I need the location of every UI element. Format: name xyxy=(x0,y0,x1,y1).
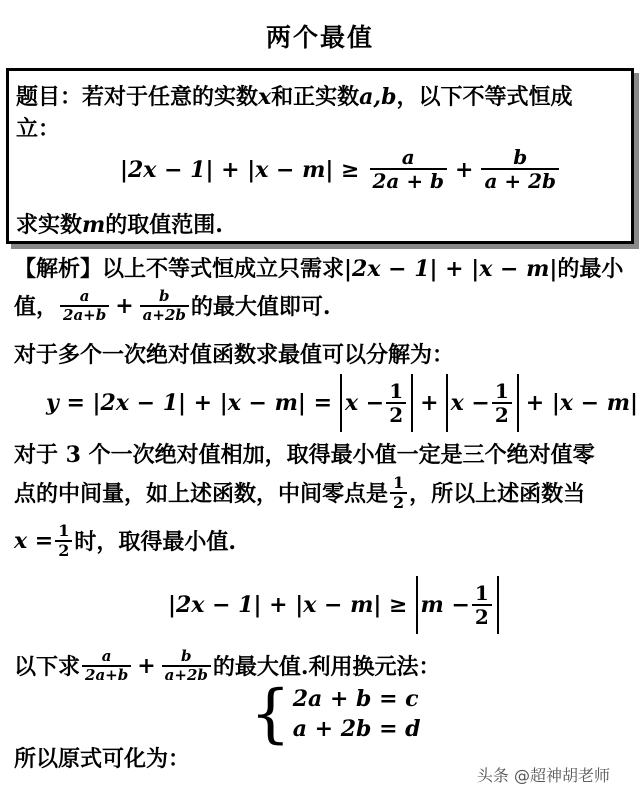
frac-num: b xyxy=(159,287,170,305)
analysis-text: 的最大值.利用换元法： xyxy=(212,654,441,681)
abs-bar xyxy=(446,374,448,432)
analysis-expr: x = xyxy=(14,527,54,554)
analysis-expr: |2x − 1| + |x − m| xyxy=(344,256,558,282)
frac-den: 2a + b xyxy=(370,168,448,193)
frac-den: 2a+b xyxy=(60,305,109,324)
ineq-left: |2x − 1| + |x − m| ≥ xyxy=(120,156,360,183)
analysis-line-2 xyxy=(14,288,331,324)
eq-tail: + |x − m| xyxy=(525,390,638,416)
plus-sign: + xyxy=(115,292,134,319)
frac-num: 1 xyxy=(389,378,404,403)
frac-num: b xyxy=(513,145,528,169)
frac-den: 2 xyxy=(386,402,406,427)
watermark: 头条 @超神胡老师 xyxy=(476,766,610,785)
problem-line-1 xyxy=(16,80,572,111)
frac-den: 2 xyxy=(55,540,72,560)
fraction-b xyxy=(481,146,559,193)
eq-left: y = |2x − 1| + |x − m| = xyxy=(46,390,333,416)
small-fraction-a xyxy=(60,288,109,324)
frac-num: a xyxy=(79,287,90,305)
substitution-system xyxy=(250,677,421,751)
frac-num: 1 xyxy=(58,521,70,540)
ask-post: 的取值范围. xyxy=(105,212,223,238)
frac-den: a + 2b xyxy=(481,168,559,193)
frac-den: 2 xyxy=(390,492,407,512)
problem-text-3: ，以下不等式恒成 xyxy=(396,84,573,110)
analysis-text: ，所以上述函数当 xyxy=(409,481,586,508)
analysis-line-3: 对于多个一次绝对值函数求最值可以分解为： xyxy=(14,342,455,368)
frac-num: a xyxy=(101,647,112,665)
analysis-text: 的最大值即可. xyxy=(190,294,331,321)
frac-num: b xyxy=(181,647,192,665)
fraction-a xyxy=(370,146,448,193)
min-inequality xyxy=(168,574,502,636)
frac-den: 2 xyxy=(492,402,512,427)
frac-num: 1 xyxy=(474,580,489,605)
half-fraction xyxy=(386,380,406,427)
left-brace: { xyxy=(250,677,291,751)
abs-bar xyxy=(340,374,342,432)
page-title: 两个最值 xyxy=(265,23,374,52)
small-fraction-a xyxy=(82,648,131,684)
problem-text-2: 和正实数 xyxy=(271,84,360,110)
eq-term: x − xyxy=(345,390,385,416)
analysis-line-8: 所以原式可化为： xyxy=(14,746,191,772)
problem-line-2: 立： xyxy=(16,116,61,142)
frac-num: 1 xyxy=(494,378,509,403)
var-x: x xyxy=(258,84,272,110)
frac-num: a xyxy=(401,145,415,169)
system-eq-1: 2a + b = c xyxy=(292,686,419,712)
analysis-text: 时，取得最小值. xyxy=(74,529,237,556)
abs-bar xyxy=(416,576,418,634)
problem-text: 若对于任意的实数 xyxy=(82,84,259,110)
analysis-line-6 xyxy=(14,522,236,560)
analysis-text: 值， xyxy=(14,294,59,321)
frac-den: a+2b xyxy=(140,305,189,324)
analysis-line-1 xyxy=(14,252,623,283)
problem-label: 题目： xyxy=(16,84,83,110)
analysis-line-5 xyxy=(14,474,585,512)
frac-den: 2a+b xyxy=(82,665,131,684)
vars-ab: a,b xyxy=(359,84,397,110)
half-fraction-inline xyxy=(55,522,72,560)
frac-num: 1 xyxy=(393,473,405,492)
ask-pre: 求实数 xyxy=(16,212,83,238)
analysis-line-4: 对于 3 个一次绝对值相加，取得最小值一定是三个绝对值零 xyxy=(14,442,595,468)
analysis-text: 的最小 xyxy=(557,256,624,282)
small-fraction-b xyxy=(140,288,189,324)
small-fraction-b xyxy=(162,648,211,684)
frac-den: 2 xyxy=(472,604,492,629)
eq-term: m − xyxy=(420,592,470,618)
plus-sign: + xyxy=(137,652,156,679)
analysis-text: 【解析】以上不等式恒成立只需求 xyxy=(14,256,345,282)
plus-sign: + xyxy=(455,156,474,183)
system-eq-2: a + 2b = d xyxy=(292,716,421,742)
problem-inequality xyxy=(120,146,561,193)
abs-bar xyxy=(497,576,499,634)
analysis-text: 以下求 xyxy=(14,654,81,681)
plus-sign: + xyxy=(420,390,439,416)
ineq-left: |2x − 1| + |x − m| ≥ xyxy=(168,592,408,618)
decomposition-equation xyxy=(46,372,638,434)
problem-ask xyxy=(16,208,223,239)
analysis-line-7 xyxy=(14,648,441,684)
eq-term: x − xyxy=(450,390,490,416)
abs-bar xyxy=(411,374,413,432)
analysis-text: 点的中间量，如上述函数，中间零点是 xyxy=(14,481,389,508)
half-fraction-inline xyxy=(390,474,407,512)
half-fraction xyxy=(472,582,492,629)
ask-var: m xyxy=(82,212,106,238)
half-fraction xyxy=(492,380,512,427)
abs-bar xyxy=(517,374,519,432)
frac-den: a+2b xyxy=(162,665,211,684)
